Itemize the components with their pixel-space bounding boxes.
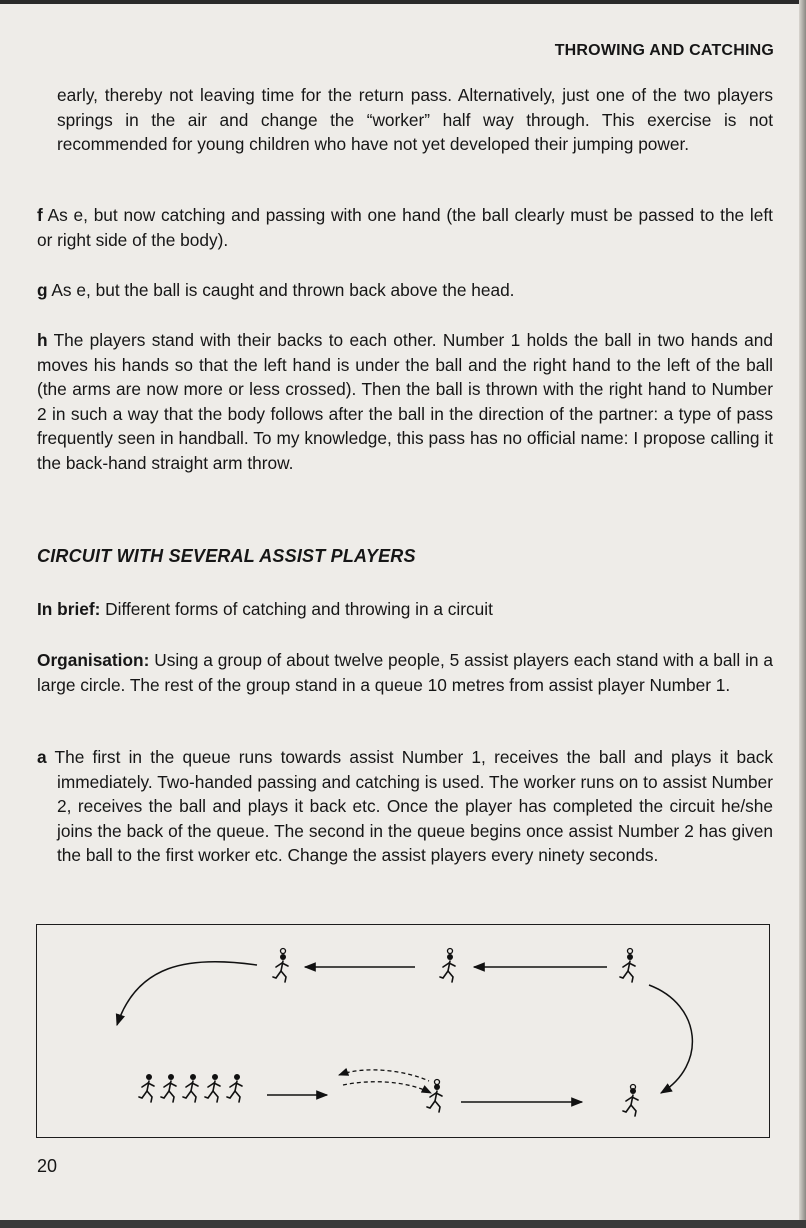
- running-figure-icon: [139, 1074, 154, 1102]
- running-figure-icon: [227, 1074, 242, 1102]
- circuit-diagram: [36, 924, 770, 1138]
- item-letter: a: [37, 747, 47, 767]
- item-letter: h: [37, 330, 48, 350]
- ball-icon: [281, 949, 286, 954]
- running-header: THROWING AND CATCHING: [554, 42, 774, 59]
- organisation: [37, 648, 773, 697]
- ball-icon: [435, 1080, 440, 1085]
- organisation-label: Organisation:: [37, 650, 150, 670]
- running-figure-icon: [427, 1084, 442, 1112]
- page-bottom-edge: [0, 1220, 806, 1228]
- paragraph-text: As e, but now catching and passing with one hand (the ball clearly must be passed to the left or right side of the body).: [37, 205, 773, 250]
- pass-arrow-icon: [343, 1082, 431, 1093]
- paragraph-a: [37, 745, 773, 868]
- running-figure-icon: [620, 954, 635, 982]
- arrow-icon: [649, 985, 692, 1093]
- running-figure-icon: [205, 1074, 220, 1102]
- item-letter: f: [37, 205, 43, 225]
- in-brief-label: In brief:: [37, 599, 101, 619]
- page-spine-shadow: [799, 0, 806, 1228]
- running-figure-icon: [161, 1074, 176, 1102]
- organisation-text: Using a group of about twelve people, 5 assist players each stand with a ball in a large circle. The rest of the group stand in a queue 10 metres from assist player Number 1.: [37, 650, 773, 695]
- running-figure-icon: [273, 954, 288, 982]
- ball-icon: [448, 949, 453, 954]
- ball-icon: [628, 949, 633, 954]
- paragraph-text: early, thereby not leaving time for the return pass. Alternatively, just one of the two players springs in the air and change the “worker” half way through. This exercise is not recommended for young children who have not yet developed their jumping power.: [57, 85, 773, 155]
- paragraph-h: [37, 328, 773, 476]
- in-brief: [37, 597, 773, 622]
- paragraph-text: The players stand with their backs to each other. Number 1 holds the ball in two hands and moves his hands so that the left hand is under the ball and the right hand to the left of the ball (the arms are now more or less crossed). Then the ball is thrown with the right hand to Number 2 in such a way that the body follows after the ball in the direction of the partner: a type of pass frequently seen in handball. To my knowledge, this pass has no official name: I propose calling it the back-hand straight arm throw.: [37, 330, 773, 473]
- item-letter: g: [37, 280, 48, 300]
- page-number: 20: [37, 1156, 58, 1176]
- circuit-diagram-svg: [37, 925, 769, 1137]
- section-title: CIRCUIT WITH SEVERAL ASSIST PLAYERS: [37, 546, 416, 566]
- paragraph-text: As e, but the ball is caught and thrown back above the head.: [47, 280, 515, 300]
- running-figure-icon: [440, 954, 455, 982]
- running-figure-icon: [183, 1074, 198, 1102]
- paragraph-text: The first in the queue runs towards assist Number 1, receives the ball and plays it back immediately. Two-handed passing and catching is used. The worker runs on to assist Number 2, receives the ball and plays it back etc. Once the player has completed the circuit he/she joins the back of the queue. The second in the queue begins once assist Number 2 has given the ball to the first worker etc. Change the assist players every ninety seconds.: [46, 747, 773, 866]
- paragraph-continued: [37, 83, 773, 157]
- page-top-edge: [0, 0, 806, 4]
- arrow-icon: [117, 962, 257, 1025]
- paragraph-f: [37, 203, 773, 252]
- running-figure-icon: [623, 1088, 638, 1116]
- in-brief-text: Different forms of catching and throwing in a circuit: [100, 599, 493, 619]
- paragraph-g: [37, 278, 773, 303]
- pass-arrow-icon: [339, 1070, 429, 1081]
